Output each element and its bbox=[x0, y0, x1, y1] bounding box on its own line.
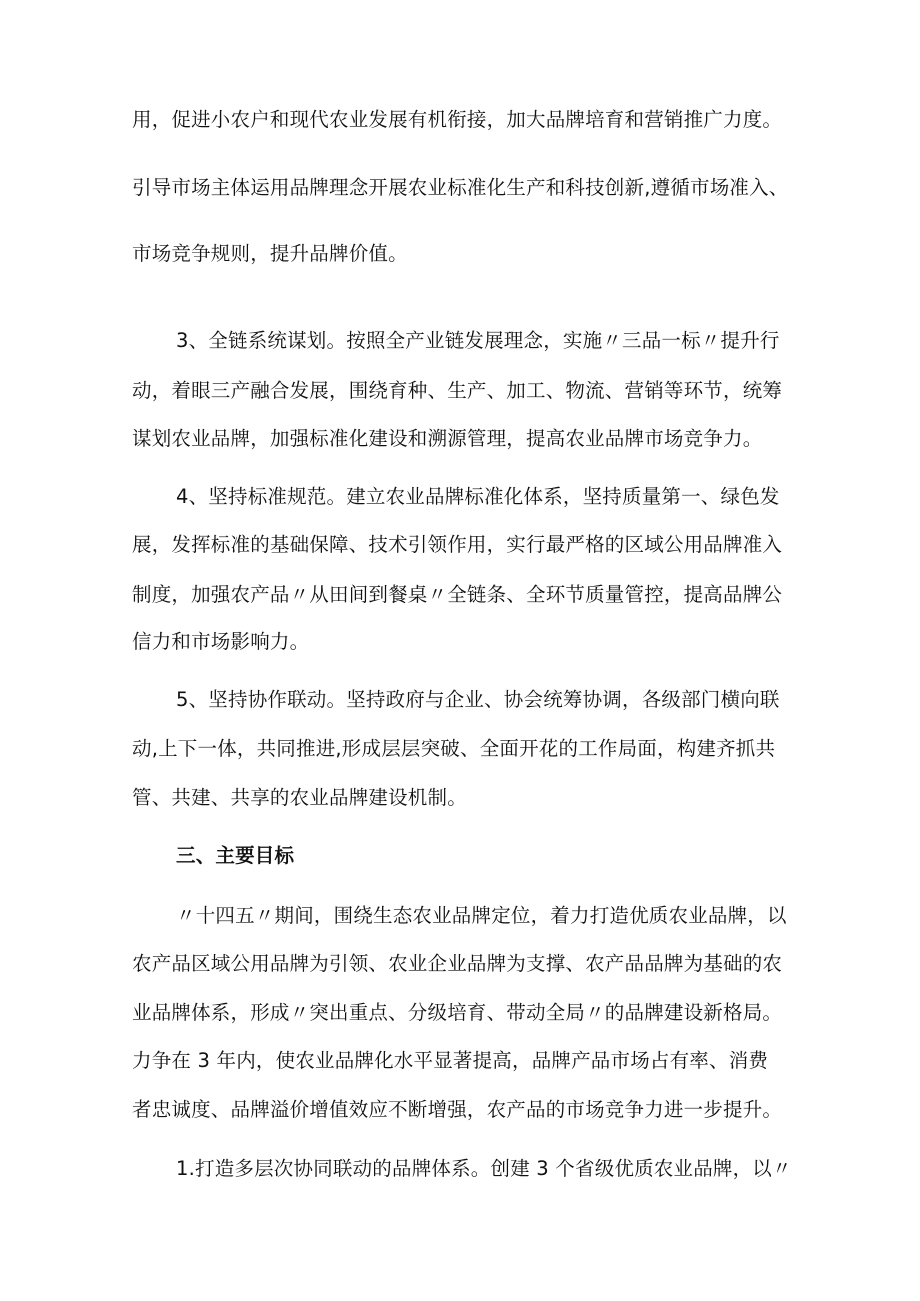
goals-paragraph-line-2: 农产品区域公用品牌为引领、农业企业品牌为支撑、农产品品牌为基础的农 bbox=[132, 952, 783, 975]
goals-paragraph-line-5: 者忠诚度、品牌溢价增值效应不断增强，农产品的市场竞争力进一步提升。 bbox=[132, 1098, 783, 1121]
principle-5-line-1: 5、坚持协作联动。坚持政府与企业、协会统筹协调，各级部门横向联 bbox=[176, 688, 780, 711]
goals-paragraph-line-4: 力争在 3 年内，使农业品牌化水平显著提高，品牌产品市场占有率、消费 bbox=[132, 1049, 769, 1072]
principle-3-line-3: 谋划农业品牌，加强标准化建设和溯源管理，提高农业品牌市场竞争力。 bbox=[132, 427, 763, 450]
principle-4-line-4: 信力和市场影响力。 bbox=[132, 630, 310, 653]
intro-paragraph-line-3: 市场竞争规则，提升品牌价值。 bbox=[132, 242, 408, 265]
goals-paragraph-line-1: 〃十四五〃期间，围绕生态农业品牌定位，着力打造优质农业品牌，以 bbox=[176, 904, 787, 927]
principle-3-line-2: 动，着眼三产融合发展，围绕育种、生产、加工、物流、营销等环节，统筹 bbox=[132, 379, 783, 402]
section-heading: 三、主要目标 bbox=[176, 844, 295, 867]
principle-4-line-3: 制度，加强农产品〃从田间到餐桌〃全链条、全环节质量管控，提高品牌公 bbox=[132, 583, 783, 606]
principle-5-line-2: 动,上下一体，共同推进,形成层层突破、全面开花的工作局面，构建齐抓共 bbox=[132, 737, 776, 760]
principle-3-line-1: 3、全链系统谋划。按照全产业链发展理念，实施〃三品一标〃提升行 bbox=[176, 329, 780, 352]
goal-1-line-1: 1.打造多层次协同联动的品牌体系。创建 3 个省级优质农业品牌，以〃 bbox=[176, 1157, 792, 1180]
intro-paragraph-line-2: 引导市场主体运用品牌理念开展农业标准化生产和科技创新,遵循市场准入、 bbox=[132, 176, 789, 199]
principle-4-line-2: 展，发挥标准的基础保障、技术引领作用，实行最严格的区域公用品牌准入 bbox=[132, 533, 783, 556]
goals-paragraph-line-3: 业品牌体系，形成〃突出重点、分级培育、带动全局〃的品牌建设新格局。 bbox=[132, 1001, 783, 1024]
intro-paragraph-line-1: 用，促进小农户和现代农业发展有机衔接，加大品牌培育和营销推广力度。 bbox=[132, 108, 783, 131]
principle-4-line-1: 4、坚持标准规范。建立农业品牌标准化体系，坚持质量第一、绿色发 bbox=[176, 485, 780, 508]
principle-5-line-3: 管、共建、共享的农业品牌建设机制。 bbox=[132, 786, 467, 809]
